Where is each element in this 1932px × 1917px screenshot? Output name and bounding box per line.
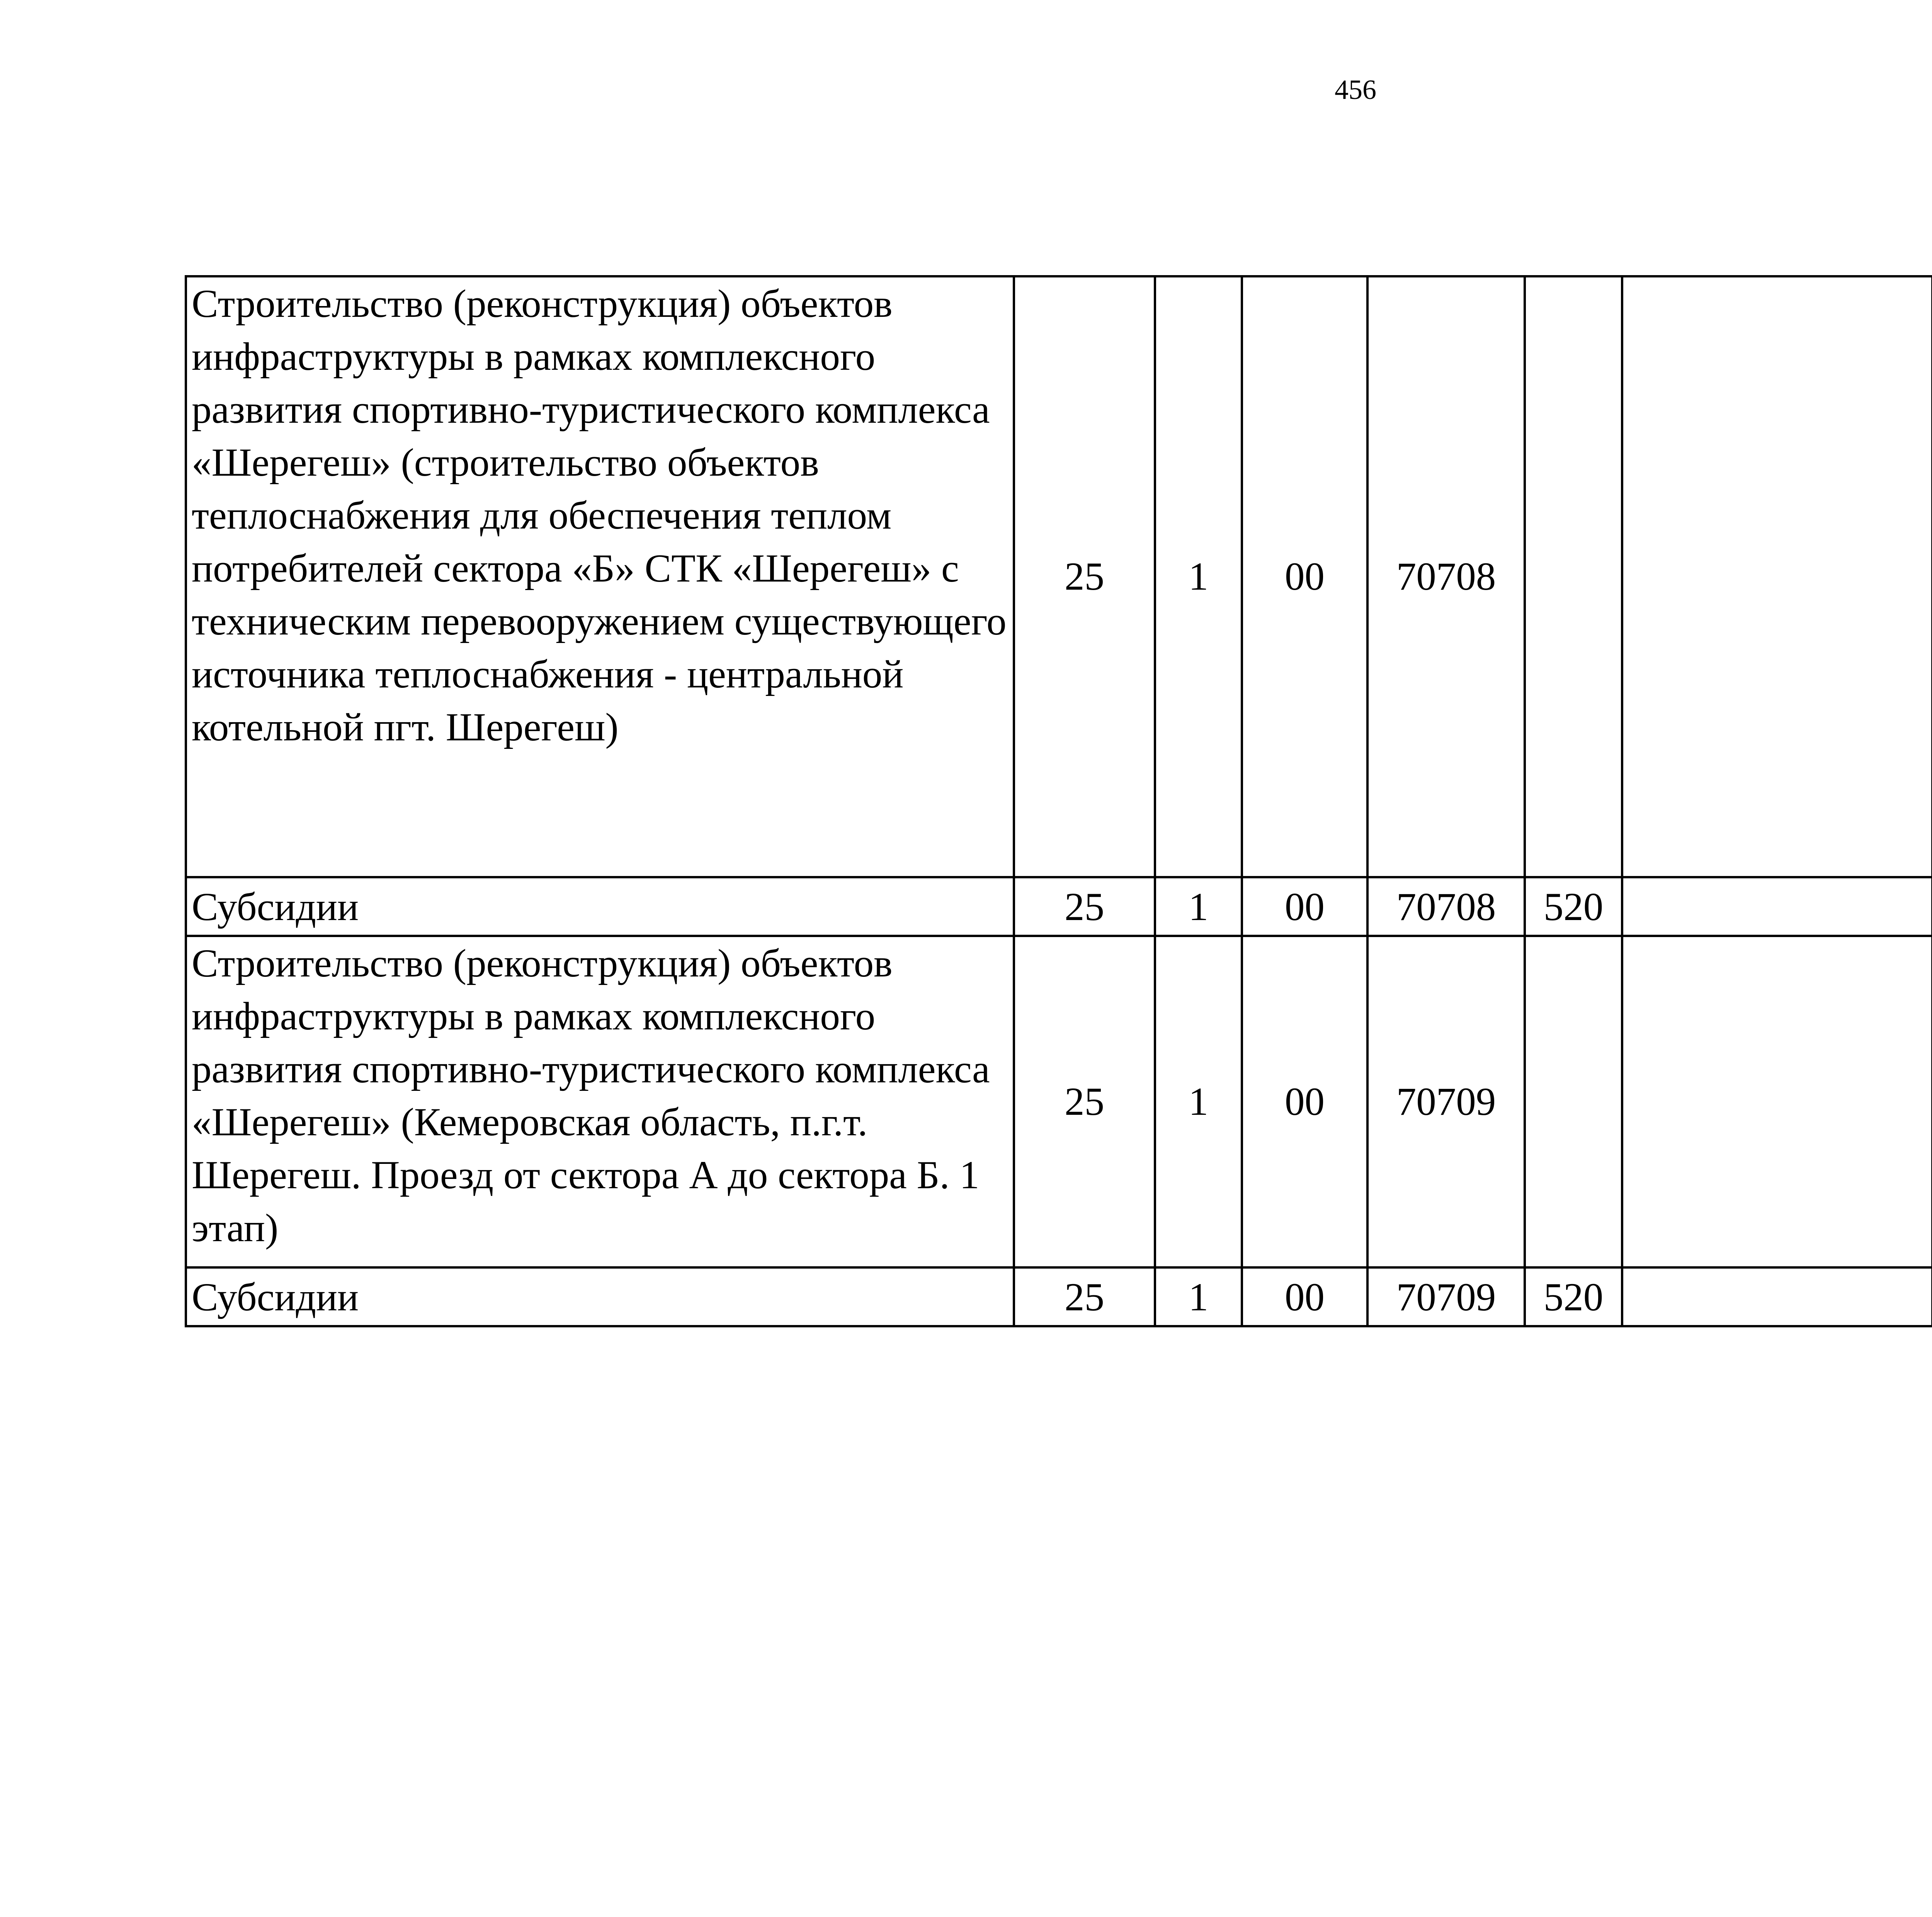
subsection-code-cell: 1	[1155, 936, 1242, 1267]
expense-type-cell	[1525, 276, 1622, 877]
target-code-cell: 70708	[1367, 877, 1525, 936]
program-code-cell: 00	[1242, 877, 1367, 936]
subsection-code-cell: 1	[1155, 877, 1242, 936]
table-row	[186, 1267, 1932, 1326]
section-code-cell: 25	[1014, 1267, 1155, 1326]
table-row	[186, 276, 1932, 877]
target-code-cell: 70709	[1367, 1267, 1525, 1326]
section-code-cell: 25	[1014, 936, 1155, 1267]
program-code-cell: 00	[1242, 936, 1367, 1267]
section-code-cell: 25	[1014, 877, 1155, 936]
section-code-cell: 25	[1014, 276, 1155, 877]
table-row	[186, 877, 1932, 936]
expense-type-cell	[1525, 936, 1622, 1267]
row-name-cell: Субсидии	[186, 1267, 1014, 1326]
subsection-code-cell: 1	[1155, 1267, 1242, 1326]
expense-type-cell: 520	[1525, 877, 1622, 936]
budget-table	[185, 275, 1932, 1327]
program-code-cell: 00	[1242, 1267, 1367, 1326]
target-code-cell: 70708	[1367, 276, 1525, 877]
empty-cell	[1622, 877, 1932, 936]
expense-type-cell: 520	[1525, 1267, 1622, 1326]
empty-cell	[1622, 936, 1932, 1267]
row-name-cell: Субсидии	[186, 877, 1014, 936]
row-name-cell: Строительство (реконструкция) объектов инфраструктуры в рамках комплексного развития спортивно-туристического комплекса «Шерегеш» (строительство объектов теплоснабжения для обеспечения теплом потребителей сектора «Б» СТК «Шерегеш» с техническим перевооружением существующего источника теплоснабжения - центральной котельной пгт. Шерегеш)	[186, 276, 1014, 877]
program-code-cell: 00	[1242, 276, 1367, 877]
empty-cell	[1622, 1267, 1932, 1326]
subsection-code-cell: 1	[1155, 276, 1242, 877]
page-number: 456	[1335, 74, 1376, 105]
row-name-cell: Строительство (реконструкция) объектов инфраструктуры в рамках комплексного развития спортивно-туристического комплекса «Шерегеш» (Кемеровская область, п.г.т. Шерегеш. Проезд от сектора А до сектора Б. 1 этап)	[186, 936, 1014, 1267]
target-code-cell: 70709	[1367, 936, 1525, 1267]
table-row	[186, 936, 1932, 1267]
empty-cell	[1622, 276, 1932, 877]
